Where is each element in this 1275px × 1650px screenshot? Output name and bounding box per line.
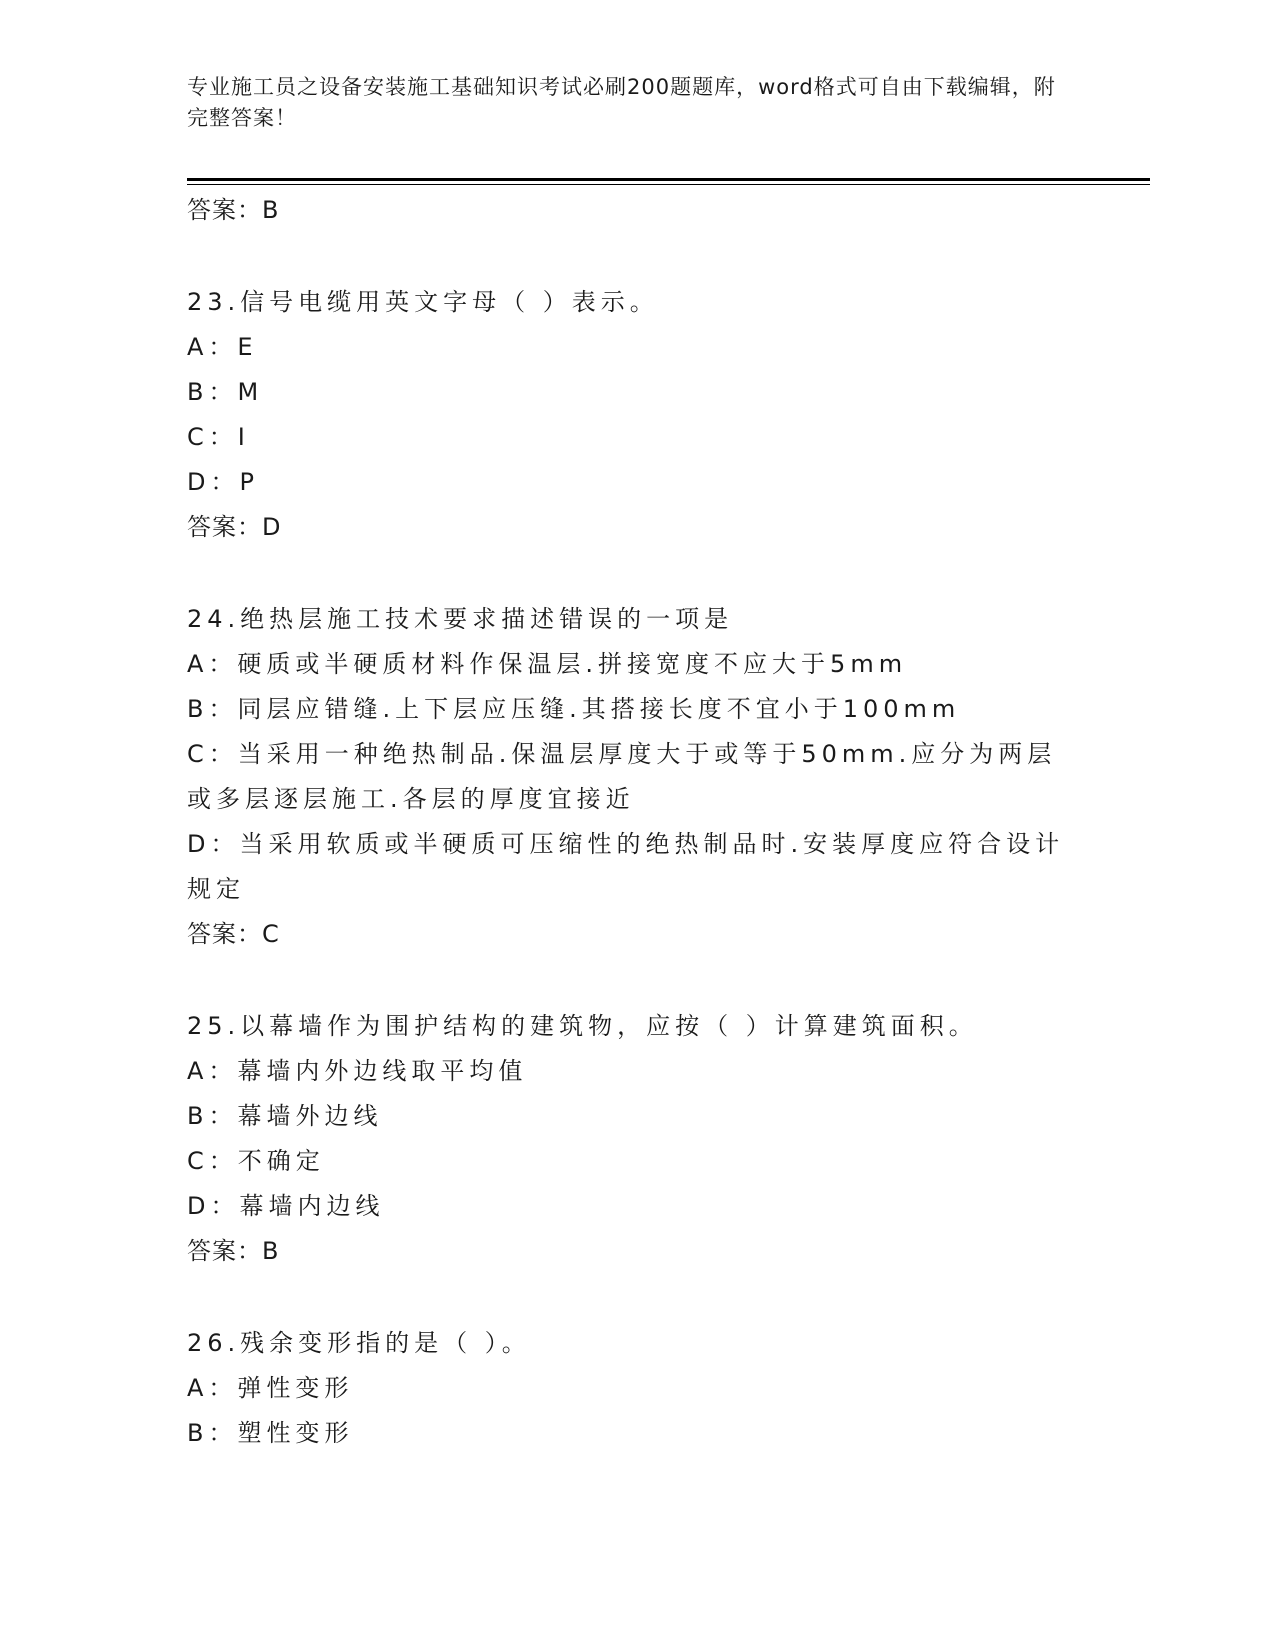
option-d: D：当采用软质或半硬质可压缩性的绝热制品时.安装厚度应符合设计规定 <box>187 830 1065 903</box>
option-b: B：同层应错缝.上下层应压缝.其搭接长度不宜小于100mm <box>187 695 961 723</box>
spacer <box>187 232 1087 280</box>
option-d: D：幕墙内边线 <box>187 1192 385 1220</box>
answer-q23: 答案：D <box>187 513 282 541</box>
option-a: A：E <box>187 333 258 361</box>
question-title: 25.以幕墙作为围护结构的建筑物，应按（ ）计算建筑面积。 <box>187 1012 978 1040</box>
question-25 <box>187 1004 1087 1229</box>
answer-q22: 答案：B <box>187 196 280 224</box>
document-header: 专业施工员之设备安装施工基础知识考试必刷200题题库，word格式可自由下载编辑，附完整答案！ <box>187 75 1056 130</box>
question-title: 24.绝热层施工技术要求描述错误的一项是 <box>187 605 734 633</box>
option-a: A：弹性变形 <box>187 1374 354 1402</box>
answer-q25: 答案：B <box>187 1237 280 1265</box>
document-body <box>187 188 1087 1456</box>
answer-q24: 答案：C <box>187 920 280 948</box>
question-title: 26.残余变形指的是（ ）。 <box>187 1329 531 1357</box>
option-a: A：幕墙内外边线取平均值 <box>187 1057 528 1085</box>
option-b: B：塑性变形 <box>187 1419 354 1447</box>
header-divider-thin <box>187 184 1150 185</box>
option-a: A：硬质或半硬质材料作保温层.拼接宽度不应大于5mm <box>187 650 908 678</box>
question-23 <box>187 280 1087 505</box>
option-b: B：M <box>187 378 264 406</box>
option-c: C：不确定 <box>187 1147 325 1175</box>
spacer <box>187 549 1087 597</box>
question-24 <box>187 597 1087 912</box>
header-divider-thick <box>187 178 1150 181</box>
option-d: D：P <box>187 468 259 496</box>
option-b: B：幕墙外边线 <box>187 1102 383 1130</box>
question-title: 23.信号电缆用英文字母（ ）表示。 <box>187 288 659 316</box>
spacer <box>187 1273 1087 1321</box>
option-c: C：当采用一种绝热制品.保温层厚度大于或等于50mm.应分为两层或多层逐层施工.各层的厚度宜接近 <box>187 740 1057 813</box>
question-26 <box>187 1321 1087 1456</box>
option-c: C：I <box>187 423 250 451</box>
spacer <box>187 956 1087 1004</box>
